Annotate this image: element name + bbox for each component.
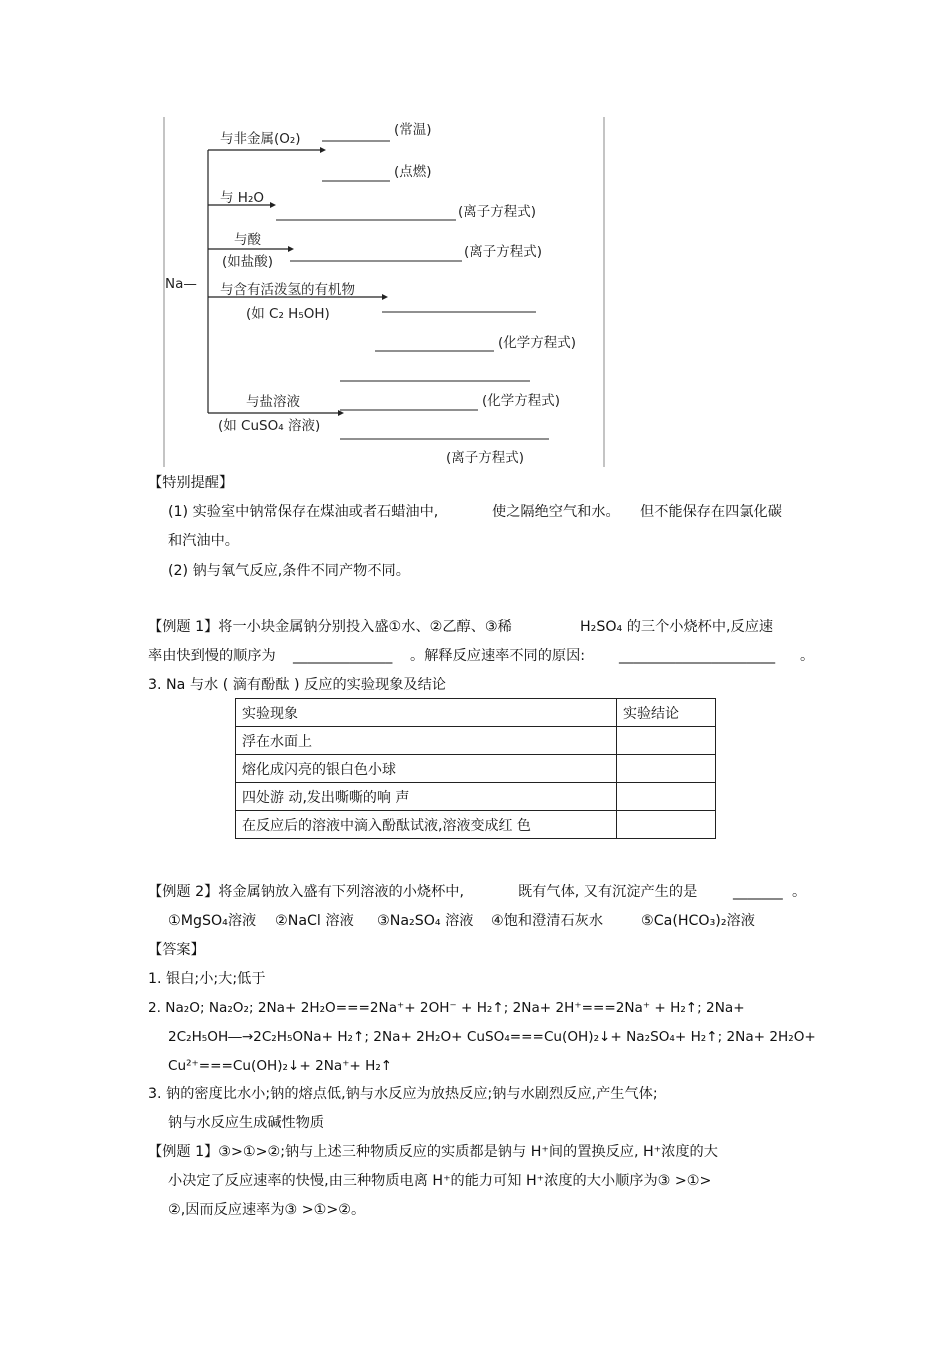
reminder-item1-part2: 使之隔绝空气和水。: [492, 504, 620, 520]
example2-option4: ④饱和澄清石灰水: [491, 913, 604, 929]
salt-chem-eq-label: (化学方程式): [482, 393, 561, 409]
example2-option2: ②NaCl 溶液: [275, 913, 354, 929]
example1-acid-text: H₂SO₄ 的三个小烧杯中,反应速: [580, 619, 774, 635]
salt-example-label: (如 CuSO₄ 溶液): [218, 418, 321, 434]
phenomenon-cell: 浮在水面上: [236, 727, 617, 755]
normal-temp-label: (常温): [394, 122, 432, 138]
acid-ionic-eq-label: (离子方程式): [464, 244, 543, 260]
table-row: [236, 727, 716, 755]
organic-example-label: (如 C₂ H₅OH): [246, 306, 330, 322]
phenomenon-cell: 四处游 动,发出嘶嘶的响 声: [236, 783, 617, 811]
answer-3-line2: 钠与水反应生成碱性物质: [168, 1115, 325, 1131]
example2-label: 【例题 2】将金属钠放入盛有下列溶液的小烧杯中,: [148, 884, 464, 900]
header-phenomenon: 实验现象: [236, 699, 617, 727]
answers-heading: 【答案】: [148, 942, 205, 958]
section3-title: 3. Na 与水 ( 滴有酚酞 ) 反应的实验现象及结论: [148, 677, 446, 693]
header-conclusion: 实验结论: [617, 699, 716, 727]
table-header-row: [236, 699, 716, 727]
reminder-heading: 【特别提醒】: [148, 475, 234, 491]
example1-blank-reason[interactable]: ______________________: [619, 648, 776, 664]
conclusion-cell[interactable]: [617, 755, 716, 783]
example2-option1: ①MgSO₄溶液: [168, 913, 257, 929]
reminder-item2: (2) 钠与氧气反应,条件不同产物不同。: [168, 563, 410, 579]
conclusion-cell[interactable]: [617, 727, 716, 755]
branch-nonmetal-label: 与非金属(O₂): [220, 131, 301, 147]
table-row: [236, 783, 716, 811]
example2-blank[interactable]: _______: [733, 884, 783, 900]
diagram-root-label: Na—: [165, 276, 197, 292]
water-ionic-eq-label: (离子方程式): [458, 204, 537, 220]
example1-line2a: 率由快到慢的顺序为: [148, 648, 276, 664]
phenomenon-cell: 在反应后的溶液中滴入酚酞试液,溶液变成红 色: [236, 811, 617, 839]
example2-option5: ⑤Ca(HCO₃)₂溶液: [641, 913, 755, 929]
example1-line2b: 。解释反应速率不同的原因:: [410, 648, 586, 664]
table-row: [236, 755, 716, 783]
answer-2-line3: Cu²⁺===Cu(OH)₂↓+ 2Na⁺+ H₂↑: [168, 1058, 393, 1074]
table-row: [236, 811, 716, 839]
answer-1: 1. 银白;小;大;低于: [148, 971, 266, 987]
reminder-item1-part3: 但不能保存在四氯化碳: [640, 504, 782, 520]
branch-acid-label: 与酸: [234, 232, 261, 248]
reminder-item1-part4: 和汽油中。: [168, 533, 239, 549]
conclusion-cell[interactable]: [617, 811, 716, 839]
answer-example1-line2: 小决定了反应速率的快慢,由三种物质电离 H⁺的能力可知 H⁺浓度的大小顺序为③ >①>: [168, 1173, 712, 1189]
organic-chem-eq-label: (化学方程式): [498, 335, 577, 351]
answer-3-line1: 3. 钠的密度比水小;钠的熔点低,钠与水反应为放热反应;钠与水剧烈反应,产生气体;: [148, 1086, 658, 1102]
example2-mid: 既有气体, 又有沉淀产生的是: [518, 884, 698, 900]
branch-water-label: 与 H₂O: [220, 190, 264, 206]
sodium-reaction-diagram: [160, 115, 610, 470]
answer-example1-line1: 【例题 1】③>①>②;钠与上述三种物质反应的实质都是钠与 H⁺间的置换反应, H⁺浓度的大: [148, 1144, 718, 1160]
example1-label: 【例题 1】将一小块金属钠分别投入盛①水、②乙醇、③稀: [148, 619, 512, 635]
answer-example1-line3: ②,因而反应速率为③ >①>②。: [168, 1202, 366, 1218]
ignite-label: (点燃): [394, 164, 432, 180]
salt-ionic-eq-label: (离子方程式): [446, 450, 525, 466]
reminder-item1-part1: (1) 实验室中钠常保存在煤油或者石蜡油中,: [168, 504, 439, 520]
branch-salt-label: 与盐溶液: [246, 394, 300, 410]
acid-example-label: (如盐酸): [222, 254, 274, 270]
example1-end: 。: [800, 648, 815, 664]
experiment-table: [235, 698, 716, 839]
conclusion-cell[interactable]: [617, 783, 716, 811]
example1-blank-order[interactable]: ______________: [293, 648, 393, 664]
example2-end: 。: [792, 884, 807, 900]
branch-organic-label: 与含有活泼氢的有机物: [220, 282, 355, 298]
answer-2-line1: 2. Na₂O; Na₂O₂; 2Na+ 2H₂O===2Na⁺+ 2OH⁻ + H₂↑; 2Na+ 2H⁺===2Na⁺ + H₂↑; 2Na+: [148, 1000, 745, 1016]
phenomenon-cell: 熔化成闪亮的银白色小球: [236, 755, 617, 783]
example2-option3: ③Na₂SO₄ 溶液: [377, 913, 474, 929]
answer-2-line2: 2C₂H₅OH―→2C₂H₅ONa+ H₂↑; 2Na+ 2H₂O+ CuSO₄===Cu(OH)₂↓+ Na₂SO₄+ H₂↑; 2Na+ 2H₂O+: [168, 1029, 816, 1045]
